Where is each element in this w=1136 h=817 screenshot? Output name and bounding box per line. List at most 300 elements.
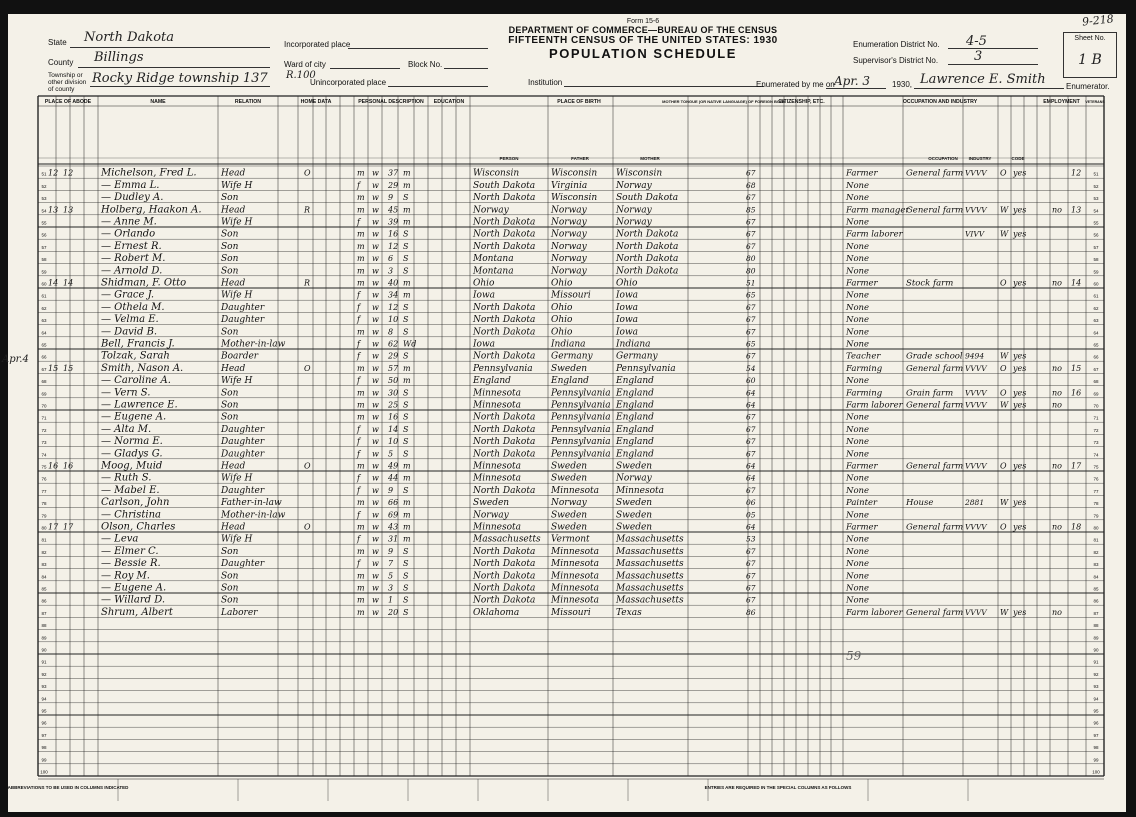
entry-fam: 14: [63, 278, 74, 288]
sub-header: INDUSTRY: [968, 156, 992, 161]
entry-name: Shidman, F. Otto: [101, 277, 187, 289]
entry-rel: Daughter: [221, 424, 265, 435]
entry-rel: Head: [221, 168, 246, 179]
entry-name: — Robert M.: [101, 253, 166, 265]
entry-name: — Leva: [101, 533, 139, 545]
entry-dw: 12: [48, 168, 59, 178]
entry-bp: Norway: [473, 205, 509, 216]
entry-ms: m: [403, 168, 411, 178]
entry-vet: no: [1052, 522, 1062, 532]
entry-sex: f: [357, 473, 360, 483]
line-number: 70: [41, 403, 47, 409]
entry-bp: Minnesota: [473, 400, 522, 411]
entry-name: — Mabel E.: [101, 484, 160, 496]
entry-bp: Ohio: [473, 278, 495, 289]
block-label: Block No.: [408, 60, 443, 69]
entry-rel: Son: [221, 266, 239, 277]
entry-occ: None: [846, 412, 870, 423]
entry-name: — Norma E.: [101, 436, 163, 448]
entry-bm: Pennsylvania: [616, 363, 676, 374]
line-number-right: 78: [1093, 501, 1099, 507]
entry-name: — Eugene A.: [101, 411, 167, 423]
entry-age: 43: [388, 522, 399, 532]
entry-cls: W: [1000, 607, 1009, 617]
entry-rel: Son: [221, 400, 239, 411]
entry-bm: Massachusetts: [616, 583, 684, 594]
entry-age: 69: [388, 510, 399, 520]
enumerated-label: Enumerated by me on: [756, 80, 835, 89]
line-number: 88: [41, 623, 47, 629]
entry-emp: yes: [1013, 388, 1027, 398]
line-number: 58: [41, 257, 47, 263]
sheet-label: Sheet No.: [1074, 35, 1106, 42]
line-number: 86: [41, 598, 47, 604]
entry-occ: None: [846, 193, 870, 204]
line-number: 99: [41, 757, 47, 763]
entry-ms: S: [403, 400, 409, 410]
entry-rel: Son: [221, 327, 239, 338]
entry-code: 67: [746, 229, 756, 239]
entry-ms: S: [403, 193, 409, 203]
entry-bm: Sweden: [616, 461, 653, 472]
entry-bm: Ohio: [616, 278, 638, 289]
line-number-right: 67: [1093, 366, 1099, 372]
entry-rel: Head: [221, 363, 246, 374]
incorporated-label: Incorporated place: [284, 40, 351, 49]
entry-age: 66: [388, 498, 399, 508]
entry-emp: yes: [1013, 168, 1027, 178]
line-number: 78: [41, 501, 47, 507]
group-header: NAME: [150, 99, 166, 105]
entry-ind: Stock farm: [906, 278, 954, 289]
entry-name: — Alta M.: [101, 423, 152, 435]
entry-age: 8: [388, 327, 394, 337]
entry-code: 67: [746, 571, 756, 581]
entry-bm: North Dakota: [616, 241, 679, 252]
entry-bm: England: [616, 376, 654, 387]
entry-ms: S: [403, 424, 409, 434]
entry-code: 67: [746, 449, 756, 459]
entry-cls: O: [1000, 168, 1007, 178]
corner-stamp: 9-218: [1081, 12, 1115, 29]
entry-vet: no: [1052, 400, 1062, 410]
entry-name: — Dudley A.: [101, 192, 164, 204]
entry-occ: None: [846, 376, 870, 387]
entry-occ: None: [846, 254, 870, 265]
entry-bf: Minnesota: [551, 546, 600, 557]
entry-bp: North Dakota: [473, 546, 536, 557]
entry-bm: Wisconsin: [616, 168, 663, 179]
entry-emp: yes: [1013, 522, 1027, 532]
entry-name: — Emma L.: [101, 179, 160, 191]
entry-age: 57: [388, 363, 399, 373]
census-sheet: [2, 12, 1126, 812]
line-number: 60: [41, 281, 47, 287]
entry-sex: m: [357, 461, 365, 471]
entry-bp: Pennsylvania: [473, 363, 533, 374]
entry-bp: North Dakota: [473, 315, 536, 326]
entry-emp: yes: [1013, 351, 1027, 361]
entry-ms: S: [403, 437, 409, 447]
entry-rel: Head: [221, 205, 246, 216]
entry-emp: yes: [1013, 607, 1027, 617]
entry-race: w: [372, 363, 379, 373]
group-header: CITIZENSHIP, ETC.: [778, 99, 825, 105]
entry-code: 80: [746, 266, 756, 276]
line-number: 54: [41, 208, 47, 214]
footer-abbreviations-title: ABBREVIATIONS TO BE USED IN COLUMNS INDICATED: [7, 785, 129, 790]
entry-code: 67: [746, 168, 756, 178]
entry-occ: Farm laborer: [846, 400, 903, 411]
entry-bf: Sweden: [551, 473, 588, 484]
entry-bm: South Dakota: [616, 193, 679, 204]
supervisor-value: 3: [974, 49, 983, 64]
entry-bf: Ohio: [551, 327, 573, 338]
entry-age: 20: [388, 607, 399, 617]
entry-bf: Norway: [551, 241, 587, 252]
line-number: 56: [41, 232, 47, 238]
line-number: 91: [41, 659, 47, 665]
entry-race: w: [372, 229, 379, 239]
entry-ms: S: [403, 266, 409, 276]
line-number-right: 73: [1093, 440, 1099, 446]
entry-name: — Gladys G.: [101, 448, 163, 460]
entry-emp: yes: [1013, 461, 1027, 471]
entry-occ: None: [846, 473, 870, 484]
entry-occ: None: [846, 510, 870, 521]
entry-ln: 16: [1071, 388, 1082, 398]
entry-sex: m: [357, 363, 365, 373]
entry-name: Michelson, Fred L.: [101, 167, 197, 179]
entry-occ: None: [846, 217, 870, 228]
entry-code: 05: [746, 510, 756, 520]
entry-bm: England: [616, 424, 654, 435]
entry-code: 67: [746, 302, 756, 312]
entry-sex: f: [357, 180, 360, 190]
entry-code: 85: [746, 205, 756, 215]
entry-rel: Daughter: [221, 302, 265, 313]
entry-name: — Bessie R.: [101, 558, 161, 570]
entry-ocode: VVVV: [965, 461, 987, 471]
entry-sex: m: [357, 193, 365, 203]
line-number: 98: [41, 745, 47, 751]
entry-race: w: [372, 473, 379, 483]
entry-bp: Iowa: [473, 290, 496, 301]
line-number-right: 76: [1093, 476, 1099, 482]
entry-race: w: [372, 412, 379, 422]
enumerator-name: Lawrence E. Smith: [920, 72, 1046, 87]
entry-code: 64: [746, 473, 756, 483]
line-number-right: 85: [1093, 586, 1099, 592]
entry-bf: Ohio: [551, 315, 573, 326]
entry-race: w: [372, 339, 379, 349]
entry-cls: W: [1000, 498, 1009, 508]
entry-rel: Son: [221, 241, 239, 252]
entry-code: 67: [746, 595, 756, 605]
entry-home: R: [304, 205, 311, 215]
entry-cls: O: [1000, 388, 1007, 398]
entry-occ: None: [846, 327, 870, 338]
entry-bf: Norway: [551, 217, 587, 228]
line-number: 66: [41, 354, 47, 360]
entry-bp: North Dakota: [473, 595, 536, 606]
entry-rel: Daughter: [221, 485, 265, 496]
entry-rel: Wife H: [221, 376, 253, 387]
entry-bp: North Dakota: [473, 449, 536, 460]
entry-sex: m: [357, 229, 365, 239]
entry-race: w: [372, 315, 379, 325]
entry-code: 65: [746, 339, 756, 349]
pencil-mark: 59: [846, 649, 862, 663]
entry-bp: Minnesota: [473, 461, 522, 472]
entry-ind: General farm: [906, 522, 964, 533]
entry-bf: Norway: [551, 266, 587, 277]
township-value: Rocky Ridge township 137: [92, 71, 268, 86]
entry-ocode: VIVV: [965, 229, 985, 239]
entry-bf: Indiana: [551, 339, 586, 350]
line-number-right: 51: [1093, 171, 1099, 177]
line-number-right: 96: [1093, 720, 1099, 726]
entry-age: 16: [388, 229, 399, 239]
line-number-right: 57: [1093, 244, 1099, 250]
sub-header: OCCUPATION: [928, 156, 958, 161]
entry-rel: Head: [221, 522, 246, 533]
entry-rel: Wife H: [221, 217, 253, 228]
entry-cls: W: [1000, 400, 1009, 410]
entry-race: w: [372, 351, 379, 361]
sub-header: PERSON: [499, 156, 519, 161]
entry-name: Carlson, John: [101, 497, 170, 509]
line-number-right: 63: [1093, 318, 1099, 324]
entry-name: Shrum, Albert: [101, 606, 173, 618]
entry-code: 68: [746, 180, 756, 190]
entry-ms: m: [403, 534, 411, 544]
entry-bp: England: [473, 376, 511, 387]
entry-cls: O: [1000, 461, 1007, 471]
entry-ms: S: [403, 449, 409, 459]
line-number: 83: [41, 562, 47, 568]
line-number-right: 89: [1093, 635, 1099, 641]
entry-bm: North Dakota: [616, 266, 679, 277]
line-number-right: 72: [1093, 427, 1099, 433]
entry-rel: Head: [221, 278, 246, 289]
enum-district-label: Enumeration District No.: [853, 40, 940, 49]
entry-ocode: VVVV: [965, 607, 987, 617]
entry-bp: Norway: [473, 510, 509, 521]
entry-code: 06: [746, 498, 756, 508]
entry-bm: Massachusetts: [616, 559, 684, 570]
entry-bf: Minnesota: [551, 559, 600, 570]
line-number-right: 90: [1093, 647, 1099, 653]
line-number-right: 91: [1093, 659, 1099, 665]
entry-ms: m: [403, 473, 411, 483]
entry-name: — Othela M.: [101, 301, 165, 313]
entry-sex: m: [357, 498, 365, 508]
entry-bf: Wisconsin: [551, 168, 598, 179]
line-number: 75: [41, 464, 47, 470]
enumerated-year: 1930,: [892, 80, 913, 89]
entry-sex: m: [357, 168, 365, 178]
entry-age: 30: [388, 388, 399, 398]
entry-occ: None: [846, 241, 870, 252]
entry-rel: Wife H: [221, 534, 253, 545]
entry-rel: Son: [221, 229, 239, 240]
entry-code: 67: [746, 424, 756, 434]
line-number: 51: [41, 171, 47, 177]
entry-code: 67: [746, 583, 756, 593]
entry-name: — Grace J.: [101, 289, 155, 301]
line-number: 93: [41, 684, 47, 690]
entry-bp: North Dakota: [473, 241, 536, 252]
entry-sex: f: [357, 339, 360, 349]
entry-code: 67: [746, 412, 756, 422]
township-label: Township or other division of county: [48, 72, 87, 93]
entry-rel: Son: [221, 254, 239, 265]
entry-race: w: [372, 461, 379, 471]
entry-bf: Vermont: [551, 534, 590, 545]
entry-occ: Farm laborer: [846, 229, 903, 240]
line-number-right: 94: [1093, 696, 1099, 702]
line-number-right: 93: [1093, 684, 1099, 690]
entry-occ: None: [846, 534, 870, 545]
margin-note: Apr.4: [2, 354, 29, 365]
entry-cls: O: [1000, 363, 1007, 373]
entry-ms: S: [403, 229, 409, 239]
entry-age: 10: [388, 315, 399, 325]
entry-sex: m: [357, 254, 365, 264]
entry-home: O: [304, 461, 311, 471]
line-number: 81: [41, 537, 47, 543]
line-number: 90: [41, 647, 47, 653]
entry-rel: Daughter: [221, 449, 265, 460]
entry-name: Smith, Nason A.: [101, 362, 184, 374]
entry-ln: 15: [1071, 363, 1082, 373]
entry-bf: Minnesota: [551, 583, 600, 594]
entry-race: w: [372, 180, 379, 190]
entry-race: w: [372, 278, 379, 288]
entry-bm: Sweden: [616, 510, 653, 521]
entry-ln: 14: [1071, 278, 1082, 288]
entry-ms: S: [403, 351, 409, 361]
entry-code: 65: [746, 290, 756, 300]
entry-race: w: [372, 510, 379, 520]
entry-rel: Wife H: [221, 473, 253, 484]
line-number-right: 54: [1093, 208, 1099, 214]
line-number: 61: [41, 293, 47, 299]
entry-dw: 16: [48, 461, 59, 471]
entry-name: — Ernest R.: [101, 240, 162, 252]
entry-race: w: [372, 266, 379, 276]
entry-name: — Ruth S.: [101, 472, 152, 484]
entry-age: 5: [388, 571, 394, 581]
entry-sex: f: [357, 376, 360, 386]
entry-occ: None: [846, 424, 870, 435]
line-number-right: 81: [1093, 537, 1099, 543]
entry-vet: no: [1052, 388, 1062, 398]
entry-bm: England: [616, 388, 654, 399]
entry-emp: yes: [1013, 363, 1027, 373]
entry-sex: f: [357, 485, 360, 495]
entry-race: w: [372, 400, 379, 410]
entry-ocode: 2881: [965, 498, 985, 508]
entry-bp: North Dakota: [473, 351, 536, 362]
entry-occ: None: [846, 485, 870, 496]
entry-age: 25: [388, 400, 399, 410]
entry-rel: Mother-in-law: [221, 510, 286, 521]
entry-ocode: VVVV: [965, 363, 987, 373]
entry-race: w: [372, 376, 379, 386]
entry-name: — Elmer C.: [101, 545, 159, 557]
entry-occ: Farm manager: [846, 205, 910, 216]
entry-bp: South Dakota: [473, 180, 536, 191]
entry-age: 49: [388, 461, 399, 471]
line-number: 71: [41, 415, 47, 421]
entry-dw: 14: [48, 278, 59, 288]
entry-rel: Laborer: [221, 607, 258, 618]
line-number: 68: [41, 379, 47, 385]
line-number-right: 66: [1093, 354, 1099, 360]
entry-bm: Iowa: [616, 327, 639, 338]
entry-sex: f: [357, 510, 360, 520]
range-value: R.100: [286, 70, 316, 81]
entry-ms: m: [403, 376, 411, 386]
line-number-right: 98: [1093, 745, 1099, 751]
line-number-right: 95: [1093, 708, 1099, 714]
entry-sex: f: [357, 534, 360, 544]
entry-bp: North Dakota: [473, 193, 536, 204]
entry-race: w: [372, 559, 379, 569]
entry-age: 37: [388, 168, 399, 178]
entry-emp: yes: [1013, 229, 1027, 239]
line-number: 62: [41, 305, 47, 311]
entry-rel: Son: [221, 388, 239, 399]
line-number: 85: [41, 586, 47, 592]
entry-race: w: [372, 205, 379, 215]
line-number: 57: [41, 244, 47, 250]
entry-cls: W: [1000, 351, 1009, 361]
entry-age: 7: [388, 559, 394, 569]
entry-bf: Sweden: [551, 363, 588, 374]
line-number: 59: [41, 269, 47, 275]
entry-age: 29: [388, 180, 399, 190]
entry-ln: 13: [1071, 205, 1082, 215]
line-number: 80: [41, 525, 47, 531]
line-number-right: 86: [1093, 598, 1099, 604]
entry-race: w: [372, 449, 379, 459]
entry-bm: Iowa: [616, 315, 639, 326]
line-number-right: 71: [1093, 415, 1099, 421]
entry-bm: Minnesota: [616, 485, 665, 496]
entry-rel: Son: [221, 412, 239, 423]
entry-bm: Texas: [616, 607, 642, 618]
entry-sex: f: [357, 315, 360, 325]
entry-name: — Lawrence E.: [101, 399, 178, 411]
footer-entries-note: ENTRIES ARE REQUIRED IN THE SPECIAL COLUMNS AS FOLLOWS: [704, 785, 852, 790]
entry-name: — Velma E.: [101, 314, 159, 326]
entry-bm: England: [616, 400, 654, 411]
entry-ms: m: [403, 498, 411, 508]
line-number: 72: [41, 427, 47, 433]
entry-ind: General farm: [906, 461, 964, 472]
entry-ms: S: [403, 388, 409, 398]
entry-code: 67: [746, 241, 756, 251]
entry-bf: Ohio: [551, 278, 573, 289]
entry-sex: f: [357, 424, 360, 434]
entry-ind: House: [906, 498, 934, 509]
entry-race: w: [372, 595, 379, 605]
entry-home: O: [304, 168, 311, 178]
entry-ocode: VVVV: [965, 205, 987, 215]
